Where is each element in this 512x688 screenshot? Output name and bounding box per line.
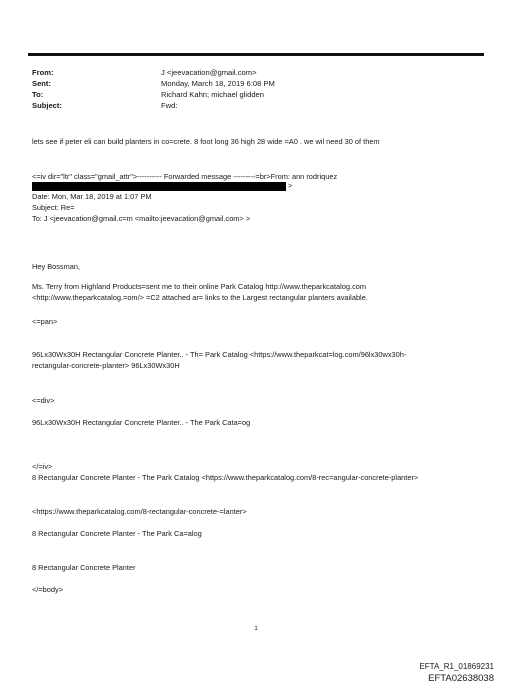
bates-stamp-2: EFTA02638038 <box>428 673 494 684</box>
bates-stamp-1: EFTA_R1_01869231 <box>419 662 494 671</box>
paragraph-line-2: <http://www.theparkcatalog.=om/> =C2 attached ar= links to the Largest rectangular planters available. <box>32 293 368 302</box>
close-body-tag: </=body> <box>32 585 64 594</box>
forwarded-date: Date: Mon, Mar 18, 2019 at 1:07 PM <box>32 192 152 201</box>
from-label: From: <box>32 68 54 77</box>
subject-value: Fwd: <box>161 101 178 110</box>
to-label: To: <box>32 90 44 99</box>
item-4: <https://www.theparkcatalog.com/8-rectangular-concrete-=lanter> <box>32 507 247 516</box>
greeting: Hey Bossman, <box>32 262 81 271</box>
to-value: Richard Kahn; michael glidden <box>161 90 264 99</box>
redaction-tail: > <box>288 181 293 190</box>
item-1-line-2: rectangular-concrete-planter> 96Lx30Wx30H <box>32 361 180 370</box>
div-tag: <=div> <box>32 396 55 405</box>
paragraph-line-1: Ms. Terry from Highland Products=sent me to their online Park Catalog http://www.theparkcatalog.com <box>32 282 367 291</box>
forwarded-header-line: <=iv dir="ltr" class="gmail_attr">---------- Forwarded message ---------=br>From: ann rodriquez <box>32 172 338 181</box>
item-5: 8 Rectangular Concrete Planter - The Park Ca=alog <box>32 529 202 538</box>
page-number: 1 <box>254 626 258 632</box>
top-rule <box>28 53 484 56</box>
item-6: 8 Rectangular Concrete Planter <box>32 563 136 572</box>
item-1-line-1: 96Lx30Wx30H Rectangular Concrete Planter.. - Th= Park Catalog <https://www.theparkcat=log.com/96lx30wx30h- <box>32 350 407 359</box>
span-tag: <=pan> <box>32 317 58 326</box>
sent-label: Sent: <box>32 79 51 88</box>
from-value: J <jeevacation@gmail.com> <box>161 68 257 77</box>
redaction-bar <box>32 182 286 191</box>
item-2: 96Lx30Wx30H Rectangular Concrete Planter.. - The Park Cata=og <box>32 418 251 427</box>
forwarded-subject: Subject: Re= <box>32 203 75 212</box>
close-div-tag: </=iv> <box>32 462 53 471</box>
forwarded-to: To: J <jeevacation@gmail.c=m <mailto:jeevacation@gmail.com> > <box>32 214 251 223</box>
item-3: 8 Rectangular Concrete Planter - The Park Catalog <https://www.theparkcatalog.com/8-rec=angular-concrete-planter> <box>32 473 419 482</box>
subject-label: Subject: <box>32 101 62 110</box>
sent-value: Monday, March 18, 2019 6:08 PM <box>161 79 275 88</box>
intro-line: lets see if peter eli can build planters in co=crete. 8 foot long 36 high 28 wide =A0 . we wil need 30 of them <box>32 137 380 146</box>
